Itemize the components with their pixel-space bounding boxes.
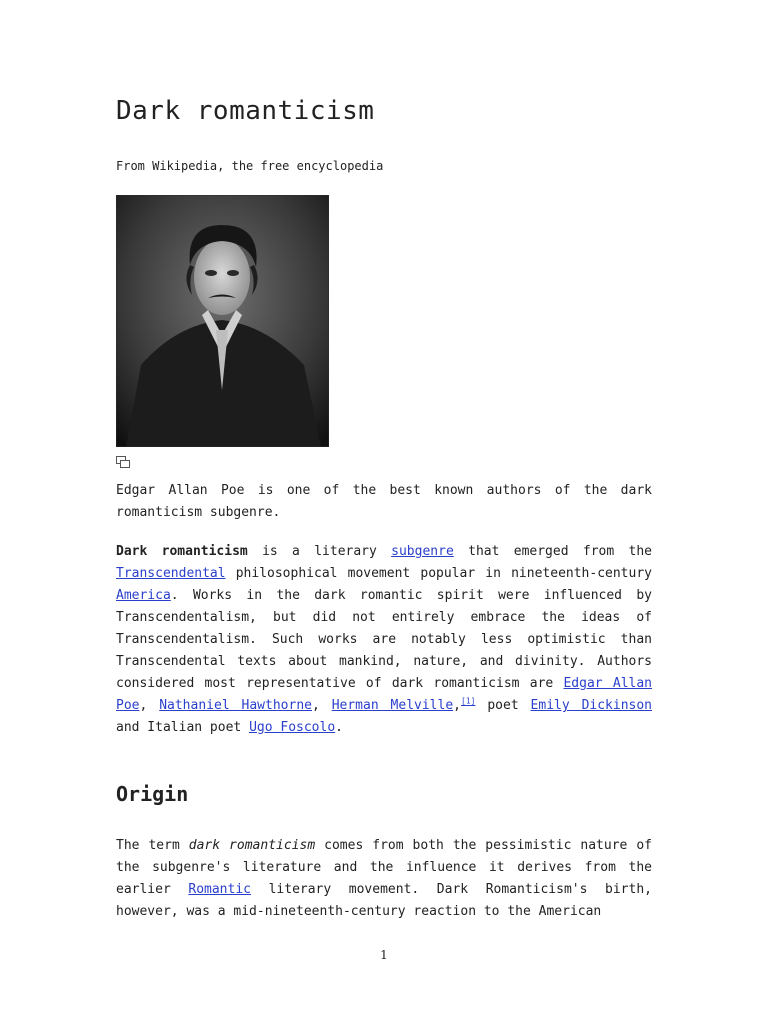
term-italic: dark romanticism (188, 838, 316, 853)
link-america[interactable]: America (116, 588, 171, 603)
enlarge-icon[interactable] (116, 456, 130, 468)
page-number: 1 (380, 948, 388, 962)
link-edgar-allan-poe[interactable]: Edgar Allan Poe (116, 676, 653, 713)
poe-portrait-image[interactable] (116, 195, 329, 447)
reference-1[interactable]: [1] (461, 696, 476, 706)
origin-paragraph: The term dark romanticism comes from both the pessimistic nature of the subgenre's literature and the influence it derives from the earlier Romantic literary movement. Dark Romanticism's birth, however, was a mid-nineteenth-century reaction to the American (116, 838, 652, 919)
link-transcendental[interactable]: Transcendental (116, 566, 226, 581)
link-nathaniel-hawthorne[interactable]: Nathaniel Hawthorne (159, 698, 312, 713)
image-caption: Edgar Allan Poe is one of the best known authors of the dark romanticism subgenre. (116, 483, 652, 520)
link-romantic[interactable]: Romantic (188, 882, 251, 897)
intro-paragraph: Dark romanticism is a literary subgenre that emerged from the Transcendental philosophical movement popular in nineteenth-century America. Works in the dark romantic spirit were influenced by Transcendentalism, but did not entirely embrace the ideas of Transcendentalism. Such works are notably less optimistic than Transcendental texts about mankind, nature, and divinity. Authors considered most representative of dark romanticism are Edgar Allan Poe, Nathaniel Hawthorne, Herman Melville,[1] poet Emily Dickinson and Italian poet Ugo Foscolo. (116, 544, 653, 735)
section-heading-origin: Origin (116, 782, 189, 806)
page-title: Dark romanticism (116, 96, 375, 126)
tagline: From Wikipedia, the free encyclopedia (116, 159, 384, 173)
link-emily-dickinson[interactable]: Emily Dickinson (530, 698, 653, 713)
link-herman-melville[interactable]: Herman Melville (331, 698, 454, 713)
link-subgenre[interactable]: subgenre (391, 544, 454, 559)
term-bold: Dark romanticism (116, 544, 248, 559)
link-ugo-foscolo[interactable]: Ugo Foscolo (249, 720, 336, 735)
